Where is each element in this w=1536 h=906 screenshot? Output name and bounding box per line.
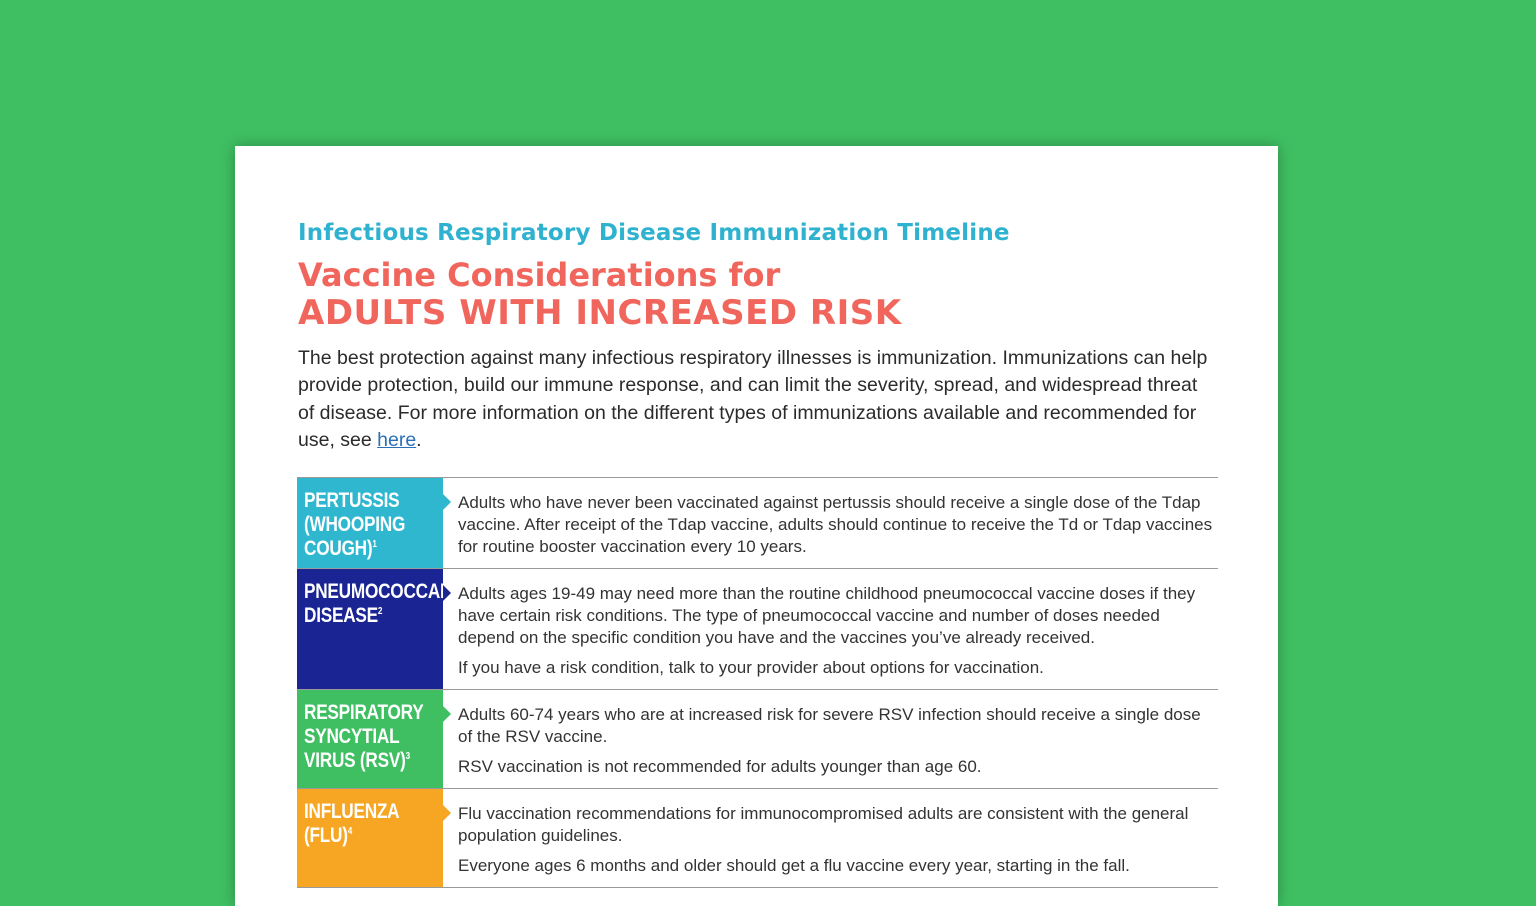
disease-label-line: PERTUSSIS: [304, 489, 400, 512]
document-title: [298, 256, 902, 332]
vaccine-table: [297, 477, 1218, 888]
footnote-marker: 2: [377, 606, 383, 617]
recommendation-paragraph: Adults who have never been vaccinated against pertussis should receive a single dose of the Tdap vaccine. After receipt of the Tdap vaccine, adults should continue to receive the Td or Tdap vaccines for routine booster vaccination every 10 years.: [458, 493, 1213, 556]
disease-label-line: DISEASE$^2$: [304, 604, 383, 627]
table-row: [297, 478, 1218, 569]
disease-label-line: RESPIRATORY: [304, 701, 424, 724]
disease-label-line: PNEUMOCOCCAL: [304, 580, 451, 603]
title-line-1: Vaccine Considerations for: [298, 256, 781, 294]
recommendation-text: [443, 690, 1218, 788]
intro-paragraph: [298, 345, 1218, 454]
disease-label-line: SYNCYTIAL: [304, 725, 400, 748]
recommendation-text: [443, 478, 1218, 568]
disease-label: [297, 789, 443, 887]
disease-label: [297, 690, 443, 788]
table-row: [297, 789, 1218, 888]
recommendation-text: [443, 569, 1218, 689]
disease-label-line: (FLU)$^4$: [304, 824, 353, 847]
recommendation-paragraph: Adults 60-74 years who are at increased risk for severe RSV infection should receive a single dose of the RSV vaccine.: [458, 705, 1201, 746]
table-row: [297, 690, 1218, 789]
document-eyebrow: Infectious Respiratory Disease Immunization Timeline: [298, 220, 1010, 246]
footnote-marker: 4: [347, 826, 353, 837]
recommendation-paragraph: Flu vaccination recommendations for immunocompromised adults are consistent with the general population guidelines.: [458, 804, 1189, 845]
disease-label: [297, 569, 451, 689]
disease-label-line: INFLUENZA: [304, 800, 400, 823]
recommendation-paragraph: Everyone ages 6 months and older should get a flu vaccine every year, starting in the fall.: [458, 856, 1130, 875]
document-page: [235, 146, 1278, 906]
recommendation-paragraph: Adults ages 19-49 may need more than the routine childhood pneumococcal vaccine doses if they have certain risk conditions. The type of pneumococcal vaccine and number of doses needed depend on the specific condition you have and the vaccines you’ve already received.: [458, 584, 1196, 647]
recommendation-text: [443, 789, 1218, 887]
disease-label-line: COUGH)$^1$: [304, 537, 377, 560]
intro-text: The best protection against many infectious respiratory illnesses is immunization. Immunizations can help provide protection, build our immune response, and can limit the severity, spread, and widespread threat of disease. For more information on the different types of immunizations available and recommended for use, see: [298, 347, 1208, 451]
footnote-marker: 3: [405, 751, 410, 762]
intro-end: .: [416, 428, 422, 451]
recommendation-paragraph: If you have a risk condition, talk to your provider about options for vaccination.: [458, 658, 1044, 677]
disease-label-line: (WHOOPING: [304, 513, 406, 536]
disease-label-line: VIRUS (RSV)$^3$: [304, 749, 410, 772]
footnote-marker: 1: [372, 539, 377, 550]
disease-label: [297, 478, 443, 568]
recommendation-paragraph: RSV vaccination is not recommended for adults younger than age 60.: [458, 757, 982, 776]
table-row: [297, 569, 1218, 690]
here-link[interactable]: here: [377, 428, 417, 451]
title-line-2: ADULTS WITH INCREASED RISK: [298, 293, 902, 333]
